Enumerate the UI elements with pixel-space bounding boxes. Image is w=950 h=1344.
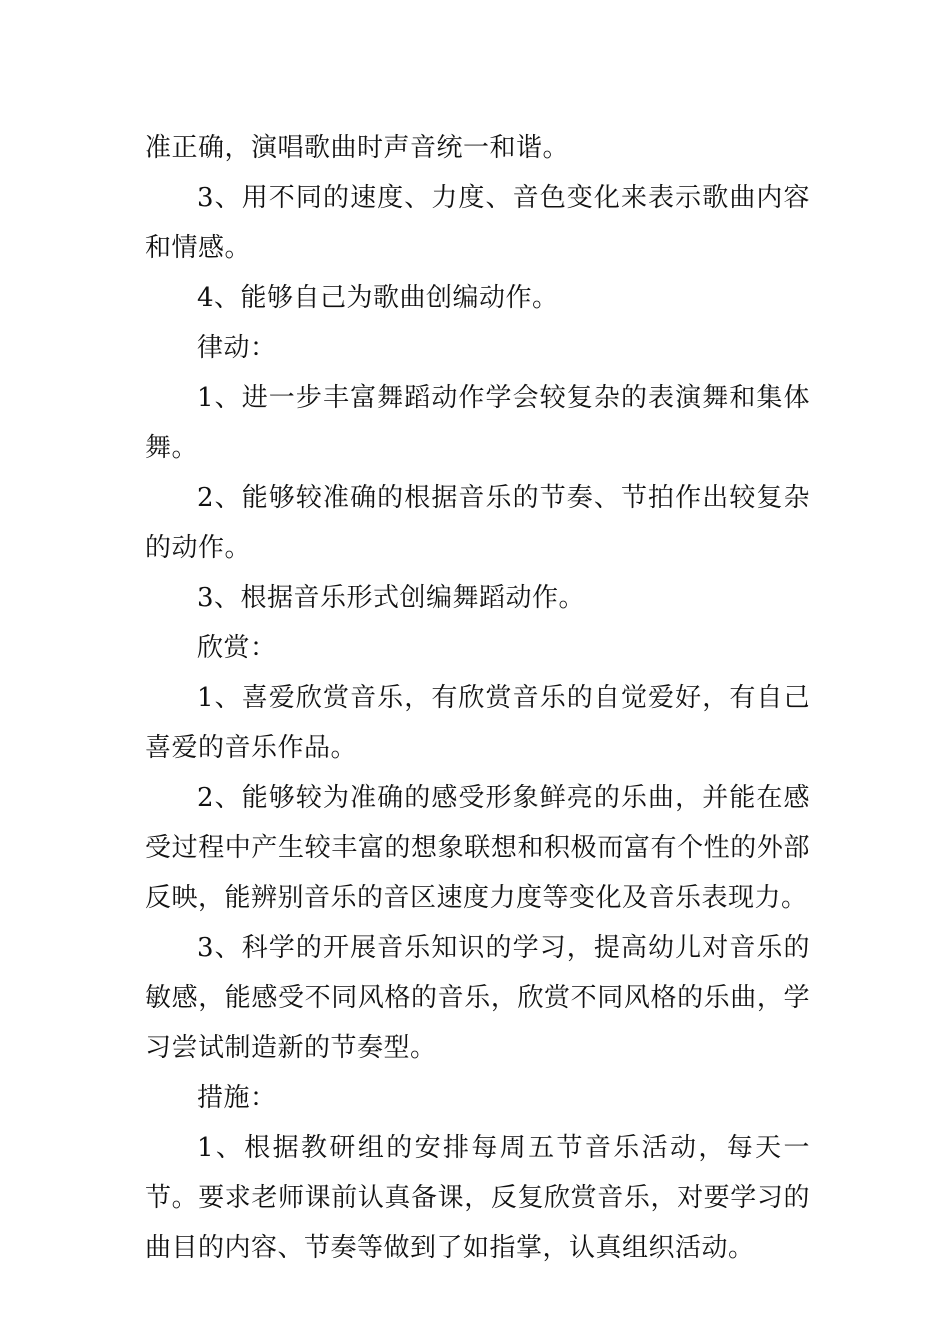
section-heading-rhythm: 律动： xyxy=(197,333,277,363)
paragraph-rhythm-item-2: 2、能够较准确的根据音乐的节奏、节拍作出较复杂的动作。 xyxy=(145,483,810,563)
paragraph-rhythm-item-3: 3、根据音乐形式创编舞蹈动作。 xyxy=(197,583,586,613)
paragraph-appreciation-item-1: 1、喜爱欣赏音乐，有欣赏音乐的自觉爱好，有自己喜爱的音乐作品。 xyxy=(145,683,810,763)
paragraph-appreciation-item-2: 2、能够较为准确的感受形象鲜亮的乐曲，并能在感受过程中产生较丰富的想象联想和积极而富有个性的外部反映，能辨别音乐的音区速度力度等变化及音乐表现力。 xyxy=(145,783,810,913)
document-body xyxy=(145,123,810,1273)
paragraph-rhythm-item-1: 1、进一步丰富舞蹈动作学会较复杂的表演舞和集体舞。 xyxy=(145,383,810,463)
paragraph-item-4-choreography: 4、能够自己为歌曲创编动作。 xyxy=(197,283,559,313)
paragraph-item-3-emotion: 3、用不同的速度、力度、音色变化来表示歌曲内容和情感。 xyxy=(145,183,810,263)
paragraph-appreciation-item-3: 3、科学的开展音乐知识的学习，提高幼儿对音乐的敏感，能感受不同风格的音乐，欣赏不同风格的乐曲，学习尝试制造新的节奏型。 xyxy=(145,933,810,1063)
section-heading-measures: 措施： xyxy=(197,1083,277,1113)
paragraph-continuation: 准正确，演唱歌曲时声音统一和谐。 xyxy=(145,133,570,163)
section-heading-appreciation: 欣赏： xyxy=(197,633,277,663)
paragraph-measures-item-1: 1、根据教研组的安排每周五节音乐活动，每天一节。要求老师课前认真备课，反复欣赏音乐，对要学习的曲目的内容、节奏等做到了如指掌，认真组织活动。 xyxy=(145,1133,810,1263)
